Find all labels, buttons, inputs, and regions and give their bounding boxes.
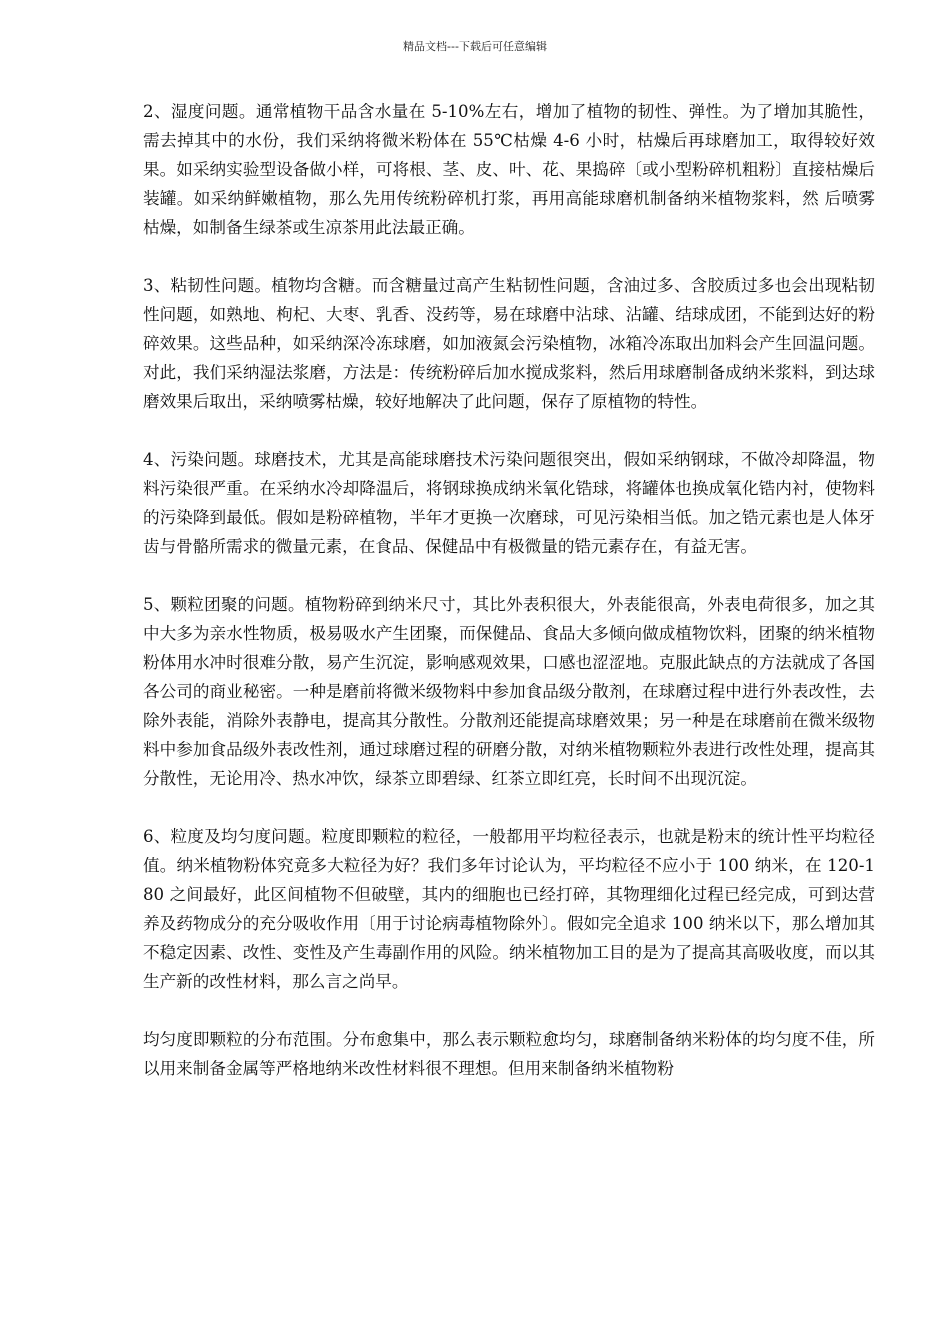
document-body: [143, 97, 875, 1112]
paragraph-uniformity: 均匀度即颗粒的分布范围。分布愈集中，那么表示颗粒愈均匀，球磨制备纳米粉体的均匀度不佳，所以用来制备金属等严格地纳米改性材料很不理想。但用来制备纳米植物粉: [143, 1030, 875, 1078]
paragraph-agglomeration: 5、颗粒团聚的问题。植物粉碎到纳米尺寸，其比外表积很大，外表能很高，外表电荷很多，加之其中大多为亲水性物质，极易吸水产生团聚，而保健品、食品大多倾向做成植物饮料，团聚的纳米植物粉体用水冲时很难分散，易产生沉淀，影响感观效果，口感也涩涩地。克服此缺点的方法就成了各国各公司的商业秘密。一种是磨前将微米级物料中参加食品级分散剂，在球磨过程中进行外表改性，去除外表能，消除外表静电，提高其分散性。分散剂还能提高球磨效果；另一种是在球磨前在微米级物料中参加食品级外表改性剂，通过球磨过程的研磨分散，对纳米植物颗粒外表进行改性处理，提高其分散性，无论用冷、热水冲饮，绿茶立即碧绿、红茶立即红亮，长时间不出现沉淀。: [143, 595, 875, 788]
paragraph-viscosity: 3、粘韧性问题。植物均含糖。而含糖量过高产生粘韧性问题，含油过多、含胶质过多也会出现粘韧性问题，如熟地、枸杞、大枣、乳香、没药等，易在球磨中沾球、沾罐、结球成团，不能到达好的粉碎效果。这些品种，如采纳深冷冻球磨，如加液氮会污染植物，冰箱冷冻取出加料会产生回温问题。对此，我们采纳湿法浆磨，方法是：传统粉碎后加水搅成浆料，然后用球磨制备成纳米浆料，到达球磨效果后取出，采纳喷雾枯燥，较好地解决了此问题，保存了原植物的特性。: [143, 276, 875, 411]
paragraph-contamination: 4、污染问题。球磨技术，尤其是高能球磨技术污染问题很突出，假如采纳钢球，不做冷却降温，物料污染很严重。在采纳水冷却降温后，将钢球换成纳米氧化锆球，将罐体也换成氧化锆内衬，使物料的污染降到最低。假如是粉碎植物，半年才更换一次磨球，可见污染相当低。加之锆元素也是人体牙齿与骨骼所需求的微量元素，在食品、保健品中有极微量的锆元素存在，有益无害。: [143, 450, 875, 556]
paragraph-humidity: 2、湿度问题。通常植物干品含水量在 5-10%左右，增加了植物的韧性、弹性。为了增加其脆性，需去掉其中的水份，我们采纳将微米粉体在 55℃枯燥 4-6 小时，枯燥后再球磨加工，取得较好效果。如采纳实验型设备做小样，可将根、茎、皮、叶、花、果捣碎〔或小型粉碎机粗粉〕直接枯燥后装罐。如采纳鲜嫩植物，那么先用传统粉碎机打浆，再用高能球磨机制备纳米植物浆料，然 后喷雾枯燥，如制备生绿茶或生凉茶用此法最正确。: [143, 102, 875, 237]
page-header: 精品文档---下载后可任意编辑: [403, 40, 547, 53]
paragraph-particle-size: 6、粒度及均匀度问题。粒度即颗粒的粒径，一般都用平均粒径表示，也就是粉末的统计性平均粒径值。纳米植物粉体究竟多大粒径为好？我们多年讨论认为，平均粒径不应小于 100 纳米，在 120-180 之间最好，此区间植物不但破壁，其内的细胞也已经打碎，其物理细化过程已经完成，可到达营养及药物成分的充分吸收作用〔用于讨论病毒植物除外〕。假如完全追求 100 纳米以下，那么增加其不稳定因素、改性、变性及产生毒副作用的风险。纳米植物加工目的是为了提高其高吸收度，而以其生产新的改性材料，那么言之尚早。: [143, 827, 875, 991]
